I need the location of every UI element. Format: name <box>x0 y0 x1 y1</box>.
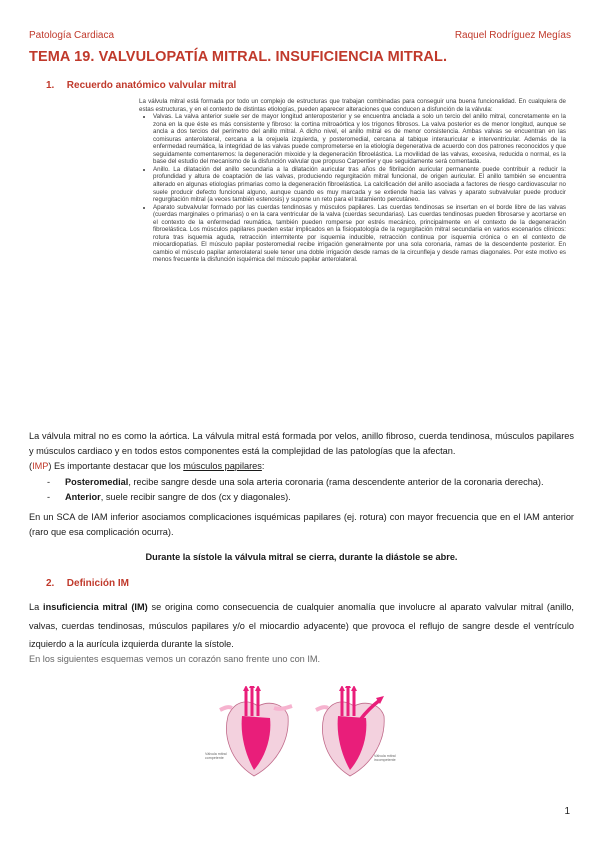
papillary-list <box>47 475 574 505</box>
regurgitant-heart-label: Válvula mitral incompetente <box>374 754 396 763</box>
right-atrium-shape <box>316 707 328 710</box>
healthy-heart-label: Válvula mitral competente <box>205 752 227 761</box>
quoted-excerpt <box>139 98 566 264</box>
regurgitant-heart-diagram <box>314 686 394 780</box>
paragraph-papillary: (IMP) Es importante destacar que los músculos papilares: <box>29 461 265 471</box>
imp-tag: IMP <box>32 461 49 471</box>
list-item: - Posteromedial, recibe sangre desde una sola arteria coronaria (rama descendente anterior de la coronaria derecha). <box>47 477 544 487</box>
quote-item-valvas: • Valvas. La valva anterior suele ser de mayor longitud anteroposterior y se encuentra anclada a solo un tercio del anillo mitral, concretamente en la zona en la que éste es más consistente y fibroso: la cortina mitroaórtica y los trígonos fibrosos. La valva posterior es de menor longitud, aunque se ancla a dos tercios del perímetro del anillo mitral. A dicho nivel, el anillo mitral es de menor consistencia. Ambas valvas se encuentran en las comisuras anterolateral, cercana a la orejuela izquierda, y posteromedial, cercana al tabique interauricular e interventricular. Además de la enfermedad reumática, la integridad de las valvas puede comprometerse en la etiología degenerativa de acuerdo con dos patrones reconocidos y que seguidamente comentaremos: la degeneración mixoide y la degeneración fibroelástica. La movilidad de las valvas, excesiva, reducida o normal, es la base del estudio del mecanismo de la disfunción valvular que propuso Carpentier y que seguidamente será comentada. <box>153 113 566 166</box>
page-number: 1 <box>564 806 570 817</box>
paragraph-intro: La válvula mitral no es como la aórtica. La válvula mitral está formada por velos, anillo fibroso, cuerda tendinosa, músculos papilares y músculos cardiaco y en todos estos componentes está la complejidad de las patologías que la afectan. <box>29 431 574 456</box>
header-subject: Patología Cardiaca <box>29 30 115 41</box>
paragraph-sca: En un SCA de IAM inferior asociamos complicaciones isquémicas papilares (ej. rotura) con mayor frecuencia que en el IAM anterior (raro que esa complicación ocurra). <box>29 512 574 537</box>
quote-item-subvalvular: • Aparato subvalvular formado por las cuerdas tendinosas y músculos papilares. Las cuerdas tendinosas se insertan en el borde libre de las valvas (cuerdas marginales o primarias) o en la cara ventricular de la valva (cuerdas secundarias). Las cuerdas tendinosas pueden fibrosarse y acortarse en el contexto de la enfermedad reumática, también pueden romperse por estrés mecánico, principalmente en el contexto de la degeneración fibroelástica. Los músculos papilares pueden estar implicados en la fisiopatología de la regurgitación mitral secundaria en varios escenarios clínicos: rotura tras isquemia aguda, retracción intermitente por isquemia inducible, retracción continua por isquemia crónica o en el contexto de miocardiopatías. El músculo papilar posteromedial recibe irrigación generalmente por una sola coronaria, ramas de la descendente posterior. En cambio el músculo papilar anterolateral suele tener una doble irrigación desde ramas de la circunfleja y desde ramas diagonales. Por este motivo es menos frecuente la disfunción isquémica del músculo papilar anterolateral. <box>153 204 566 264</box>
paragraph-definition: La insuficiencia mitral (IM) se origina como consecuencia de cualquier anomalía que involucre al aparato valvular mitral (anillo, valvas, cuerdas tendinosas, músculos papilares y/o el miocardio adyacente) que provoca el reflujo de sangre desde el ventrículo izquierdo a la aurícula izquierda durante la sístole. <box>29 602 574 649</box>
papillary-muscles-term: músculos papilares <box>183 461 262 471</box>
healthy-heart-diagram <box>218 686 298 780</box>
section-heading-2 <box>46 578 129 589</box>
figure-intro: En los siguientes esquemas vemos un corazón sano frente uno con IM. <box>29 654 321 664</box>
quote-intro: La válvula mitral está formada por todo un complejo de estructuras que trabajan combinadas para conseguir una buena funcionalidad. En cualquiera de estas estructuras, y en el contexto de distintas etiologías, pueden aparecer alteraciones que conducen a disfunción de la válvula: <box>139 98 566 113</box>
page-title: TEMA 19. VALVULOPATÍA MITRAL. INSUFICIENCIA MITRAL. <box>29 49 448 65</box>
right-atrium-shape <box>220 707 232 710</box>
list-item: - Anterior, suele recibir sangre de dos (cx y diagonales). <box>47 492 291 502</box>
section-label: Recuerdo anatómico valvular mitral <box>66 80 237 91</box>
section-number: 2. <box>46 578 55 589</box>
section-heading-1 <box>46 80 236 91</box>
systole-diastole-note: Durante la sístole la válvula mitral se cierra, durante la diástole se abre. <box>145 552 458 562</box>
quote-item-anillo: • Anillo. La dilatación del anillo secundaria a la dilatación auricular tras años de fibrilación auricular permanente puede contribuir a reducir la profundidad y altura de coaptación de las valvas, produciendo regurgitación mitral funcional, de origen auricular. El anillo también se encuentra alterado en algunas etiologías primarias como la degeneración fibroelástica. La calcificación del anillo asociada a factores de riesgo cardiovascular no suele producir defecto funcional alguno, aunque cuando es muy marcada y se extiende hacia las valvas y aparato subvalvular puede producir regurgitación mitral (a veces también estenosis) y supone un reto para el tratamiento percutáneo. <box>153 166 566 204</box>
header-author: Raquel Rodríguez Megías <box>454 30 571 41</box>
term-im: insuficiencia mitral (IM) <box>43 602 148 612</box>
quote-list <box>139 113 566 264</box>
section-number: 1. <box>46 80 55 91</box>
section-label: Definición IM <box>66 578 130 589</box>
